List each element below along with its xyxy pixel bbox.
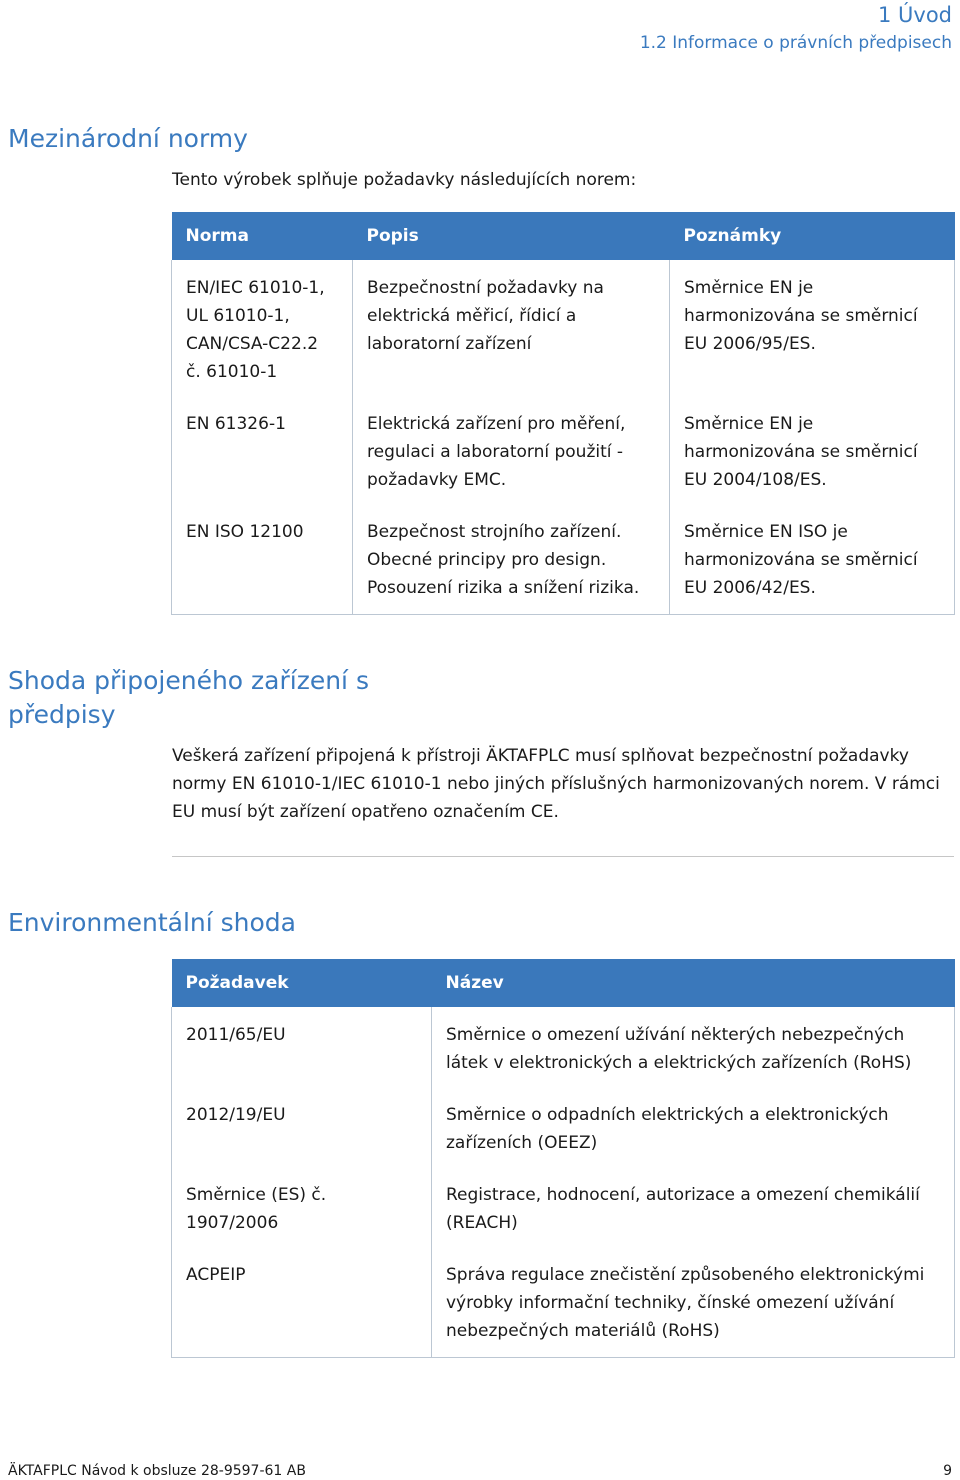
standards-table [171,212,955,615]
cell-pozadavek: 2012/19/EU [172,1089,432,1169]
table-row [172,1007,955,1089]
page-number: 9 [943,1463,952,1479]
cell-nazev: Směrnice o odpadních elektrických a elektronických zařízeních (OEEZ) [432,1089,955,1169]
heading-international-standards: Mezinárodní normy [8,124,248,153]
environmental-table-header [172,959,955,1007]
col-header-pozadavek: Požadavek [172,959,432,1007]
footer-document-title: ÄKTAFPLC Návod k obsluze 28-9597-61 AB [8,1463,306,1479]
cell-norma: EN/IEC 61010-1, UL 61010-1, CAN/CSA-C22.2 č. 61010-1 [172,260,353,398]
cell-norma: EN 61326-1 [172,398,353,506]
table-row [172,398,955,506]
cell-nazev: Směrnice o omezení užívání některých nebezpečných látek v elektronických a elektrických zařízeních (RoHS) [432,1007,955,1089]
standards-intro: Tento výrobek splňuje požadavky následujících norem: [172,170,637,190]
cell-popis: Elektrická zařízení pro měření, regulaci a laboratorní použití - požadavky EMC. [353,398,670,506]
standards-table-header [172,212,955,260]
table-row [172,1249,955,1358]
cell-poznamky: Směrnice EN je harmonizována se směrnicí EU 2006/95/ES. [670,260,955,398]
table-row [172,1169,955,1249]
section-title: 1.2 Informace o právních předpisech [639,33,952,53]
connected-equipment-text: Veškerá zařízení připojená k přístroji ÄKTAFPLC musí splňovat bezpečnostní požadavky normy EN 61010-1/IEC 61010-1 nebo jiných příslušných harmonizovaných norem. V rámci EU musí být zařízení opatřeno označením CE. [172,746,940,822]
cell-popis: Bezpečnostní požadavky na elektrická měřicí, řídicí a laboratorní zařízení [353,260,670,398]
cell-norma: EN ISO 12100 [172,506,353,615]
cell-pozadavek: ACPEIP [172,1249,432,1358]
running-header [640,2,952,58]
col-header-nazev: Název [432,959,955,1007]
col-header-norma: Norma [172,212,353,260]
cell-popis: Bezpečnost strojního zařízení. Obecné principy pro design. Posouzení rizika a snížení rizika. [353,506,670,615]
col-header-poznamky: Poznámky [670,212,955,260]
cell-pozadavek: Směrnice (ES) č. 1907/2006 [172,1169,432,1249]
cell-nazev: Správa regulace znečistění způsobeného elektronickými výrobky informační techniky, čínské omezení užívání nebezpečných materiálů (RoHS) [432,1249,955,1358]
chapter-title: 1 Úvod [877,3,952,27]
page-footer [8,1462,952,1480]
environmental-table [171,959,955,1358]
table-row [172,1089,955,1169]
heading-connected-equipment: Shoda připojeného zařízení s předpisy [8,666,369,729]
table-row [172,260,955,398]
heading-environmental: Environmentální shoda [8,908,296,937]
table-row [172,506,955,615]
cell-poznamky: Směrnice EN ISO je harmonizována se směrnicí EU 2006/42/ES. [670,506,955,615]
cell-nazev: Registrace, hodnocení, autorizace a omezení chemikálií (REACH) [432,1169,955,1249]
col-header-popis: Popis [353,212,670,260]
divider [172,856,954,857]
cell-poznamky: Směrnice EN je harmonizována se směrnicí EU 2004/108/ES. [670,398,955,506]
cell-pozadavek: 2011/65/EU [172,1007,432,1089]
